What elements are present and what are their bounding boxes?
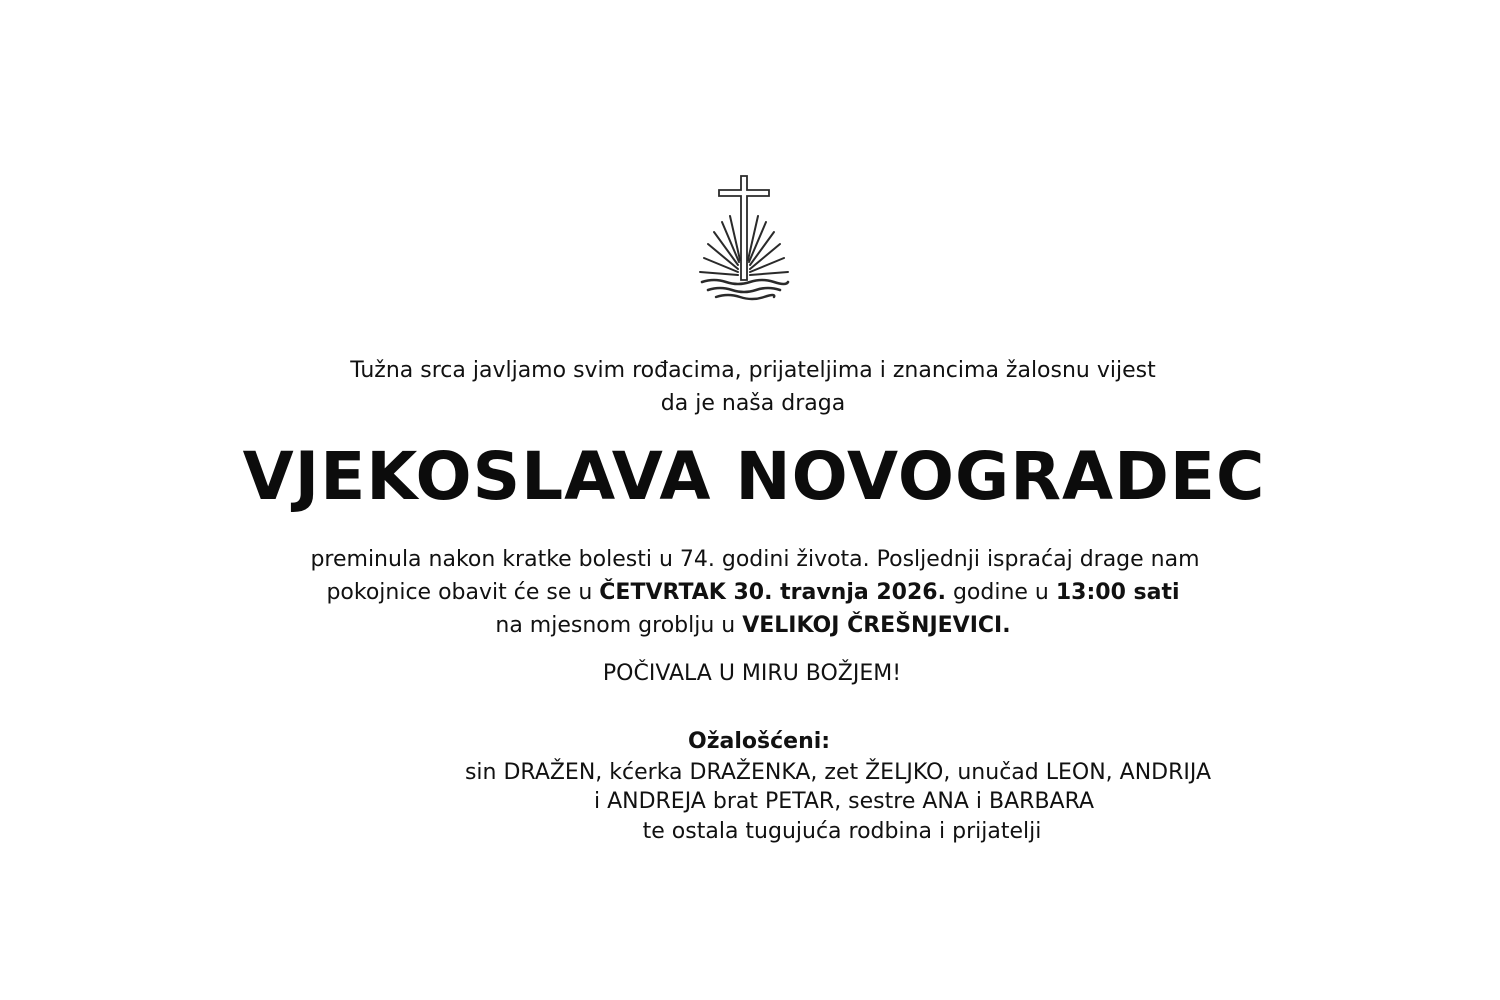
intro-line-1: Tužna srca javljamo svim rođacima, prijateljima i znancima žalosnu vijest: [350, 358, 1156, 383]
funeral-text: na mjesnom groblju u: [495, 613, 743, 638]
mourners-line-1: sin DRAŽEN, kćerka DRAŽENKA, zet ŽELJKO, unučad LEON, ANDRIJA: [464, 760, 1212, 785]
rest-in-peace: POČIVALA U MIRU BOŽJEM!: [602, 661, 902, 686]
deceased-name: VJEKOSLAVA NOVOGRADEC: [242, 438, 1266, 515]
funeral-place: VELIKOJ ČREŠNJEVICI.: [742, 613, 1011, 638]
cross-sunrise-icon: [694, 172, 794, 302]
mourners-heading: Ožalošćeni:: [688, 729, 831, 754]
funeral-time: 13:00 sati: [1055, 580, 1180, 605]
funeral-text: pokojnice obavit će se u: [326, 580, 600, 605]
mourners-line-2: i ANDREJA brat PETAR, sestre ANA i BARBARA: [593, 789, 1095, 814]
funeral-details-line-1: preminula nakon kratke bolesti u 74. godini života. Posljednji ispraćaj drage nam: [310, 547, 1200, 572]
funeral-details-line-2: [3, 578, 1500, 608]
intro-line-2: da je naša draga: [660, 391, 846, 416]
funeral-text: godine u: [945, 580, 1056, 605]
funeral-date: ČETVRTAK 30. travnja 2026.: [599, 580, 946, 605]
funeral-details-line-3: [3, 611, 1500, 641]
mourners-line-3: te ostala tugujuća rodbina i prijatelji: [642, 819, 1042, 844]
